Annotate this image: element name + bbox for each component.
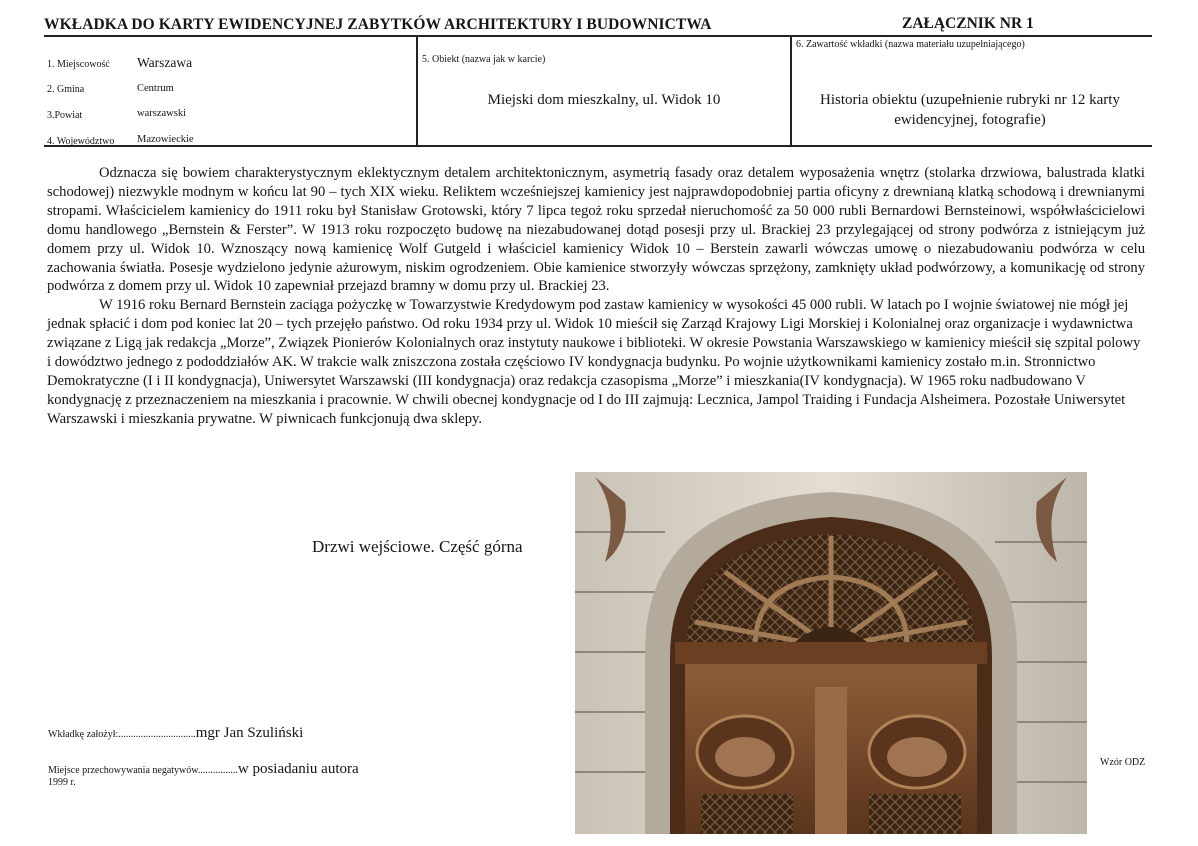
header-bottom-rule (44, 145, 1152, 147)
photo-caption: Drzwi wejściowe. Część górna (312, 537, 523, 556)
field-value-gmina: Centrum (137, 83, 174, 94)
negatives-line (48, 761, 359, 778)
field-label-obiekt: 5. Obiekt (nazwa jak w karcie) (422, 54, 546, 65)
field-label-miejscowosc: 1. Miejscowość (47, 59, 110, 70)
field-value-wojewodztwo: Mazowieckie (137, 134, 194, 145)
author-label: Wkładkę założył:............................... (48, 729, 196, 740)
field-value-obiekt: Miejski dom mieszkalny, ul. Widok 10 (487, 92, 721, 108)
attachment-number: ZAŁĄCZNIK NR 1 (902, 15, 1034, 32)
negatives-location: w posiadaniu autora (237, 761, 359, 777)
field-value-zawartosc: Historia obiektu (uzupełnienie rubryki nr 12 karty ewidencyjnej, fotografie) (820, 92, 1120, 128)
header-top-rule (44, 35, 1152, 37)
author-line (48, 725, 303, 742)
history-paragraph-2: W 1916 roku Bernard Bernstein zaciąga pożyczkę w Towarzystwie Kredydowym pod zastaw kamienicy w wysokości 45 000 rubli. W latach po I wojnie światowej nie mógł jej jednak spłacić i dom pod koniec lat 20 – tych przejęło państwo. Od roku 1934 przy ul. Widok 10 mieścił się Zarząd Krajowy Ligi Morskiej i Kolonialnej oraz organizacje i wydawnictwa związane z Ligą jak redakcja „Morze”, Związek Pionierów Kolonialnych oraz instytuty naukowe i biblioteki. W okresie Powstania Warszawskiego w kamienicy mieścił się szpital polowy i dowództwo jednego z pododdziałów AK. W trakcie walk zniszczona została częściowo IV kondygnacja budynku. Po wojnie użytkownikami kamienicy zostało m.in. Stronnictwo Demokratyczne (I i II kondygnacja), Uniwersytet Warszawski (III kondygnacja) oraz redakcja czasopisma „Morze” i mieszkania(IV kondygnacja). W 1965 roku nadbudowano V kondygnację z przeznaczeniem na mieszkania i pracownie. W chwili obecnej kondygnacje od I do III zajmują: Lecznica, Jampol Traiding i Fundacja Alsheimera. Pozostałe Uniwersytet Warszawski i mieszkania prywatne. W piwnicach funkcjonują dwa sklepy. (47, 297, 1141, 427)
document-title: WKŁADKA DO KARTY EWIDENCYJNEJ ZABYTKÓW ARCHITEKTURY I BUDOWNICTWA (44, 16, 712, 33)
field-label-zawartosc: 6. Zawartość wkładki (nazwa materiału uzupełniającego) (796, 39, 1025, 50)
field-label-wojewodztwo: 4. Województwo (47, 136, 115, 147)
column-divider-1 (416, 35, 418, 146)
history-text (47, 164, 1145, 429)
field-label-powiat: 3.Powiat (47, 110, 83, 121)
entrance-door-photo (575, 472, 1087, 834)
field-value-miejscowosc: Warszawa (137, 55, 193, 70)
field-value-powiat: warszawski (137, 108, 186, 119)
history-paragraph-1: Odznacza się bowiem charakterystycznym eklektycznym detalem architektonicznym, asymetrią fasady oraz detalem wyposażenia wnętrz (stolarka drzwiowa, balustrada klatki schodowej) niezwykle modnym w końcu lat 90 – tych XIX wieku. Reliktem wcześniejszej kamienicy jest najprawdopodobniej partia oficyny z drewnianą klatką schodową i drewnianymi stropami. Właścicielem kamienicy do 1911 roku był Stanisław Grotowski, który 7 lipca tegoż roku sprzedał nieruchomość za 50 000 rubli Bernardowi Bernsteinowi, współwłaścicielowi domu handlowego „Bernstein & Ferster”. W 1913 roku rozpoczęto budowę na niezabudowanej dotąd posesji przy ul. Brackiej 23 przylegającej od strony podwórza z istniejącym już domem przy ul. Widok 10. Wznoszący nową kamienicę Wolf Gutgeld i właściciel kamienicy Widok 10 – Berstein zawarli wówczas umowę o niezabudowaniu podwórza w celu zachowania światła. Posesje wydzielono jedynie ażurowym, niskim ogrodzeniem. Obie kamienice stworzyły wówczas sprzężony, zamknięty układ podwórzowy, a komunikację od strony podwórza z domem przy ul. Widok 10 zapewniał przejazd bramny w domu przy ul. Brackiej 23. (47, 165, 1145, 295)
form-code: Wzór ODZ (1100, 757, 1146, 768)
negatives-label: Miejsce przechowywania negatywów................ (48, 765, 238, 776)
field-label-gmina: 2. Gmina (47, 84, 85, 95)
year: 1999 r. (48, 777, 76, 788)
author-name: mgr Jan Szuliński (195, 725, 304, 741)
